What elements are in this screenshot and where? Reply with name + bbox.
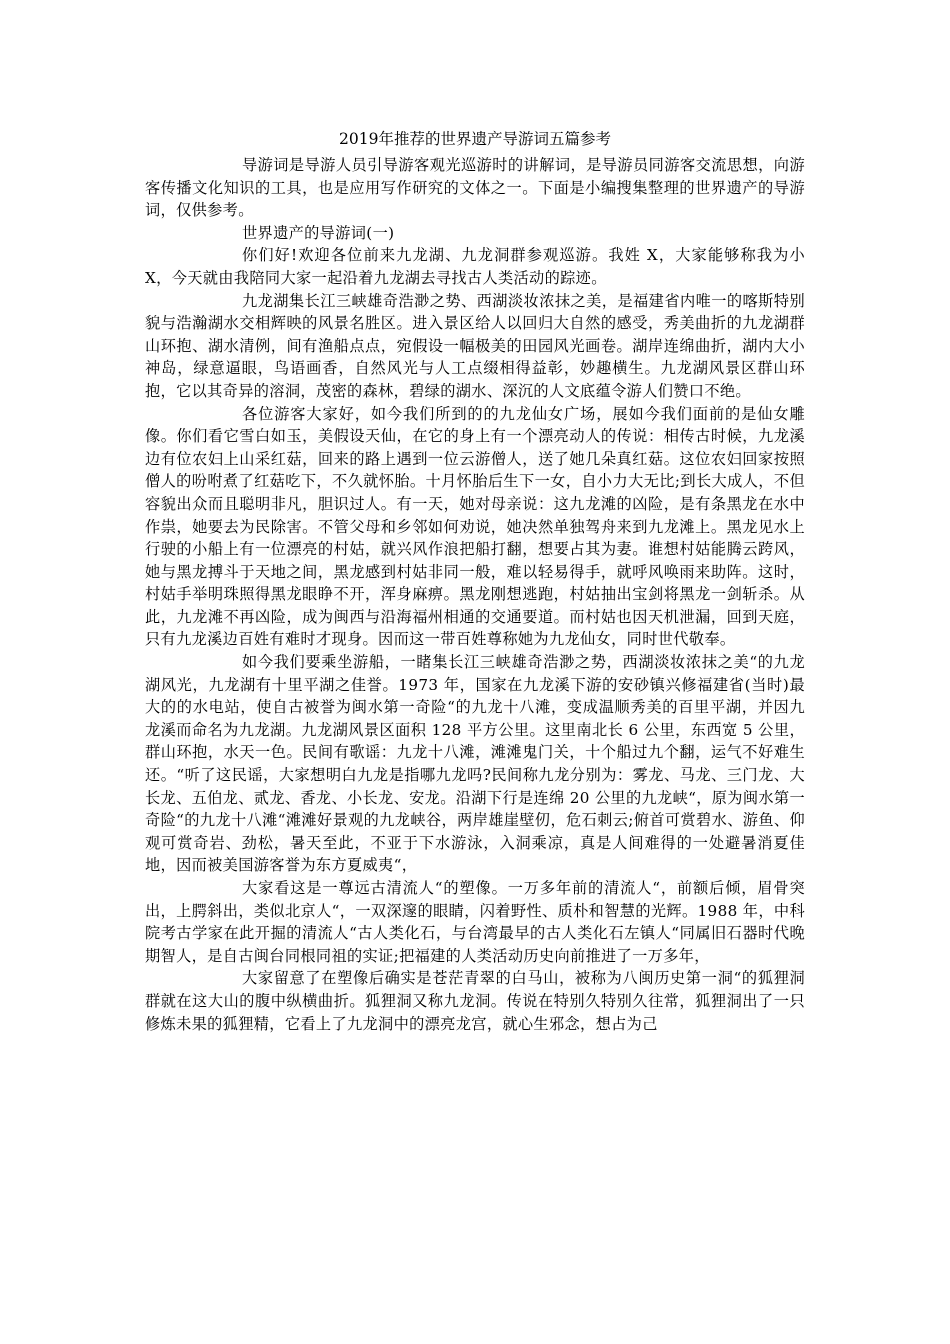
body-paragraph: 你们好!欢迎各位前来九龙湖、九龙洞群参观巡游。我姓 X，大家能够称我为小 X，今天就由我陪同大家一起沿着九龙湖去寻找古人类活动的踪迹。 (145, 246, 805, 287)
body-paragraph: 大家看这是一尊远古清流人“的塑像。一万多年前的清流人“，前额后倾，眉骨突出，上腭斜出，类似北京人“，一双深邃的眼睛，闪着野性、质朴和智慧的光辉。1988 年，中科院考古学家在此开掘的清流人“古人类化石，与台湾最早的古人类化石左镇人“同属旧石器时代晚期智人，是自古闽台同根同祖的实证;把福建的人类活动历史向前推进了一万多年， (145, 879, 805, 965)
section-heading: 世界遗产的导游词(一) (242, 223, 395, 242)
document-title: 2019年推荐的世界遗产导游词五篇参考 (339, 130, 611, 148)
body-paragraph: 如今我们要乘坐游船，一睹集长江三峡雄奇浩渺之势，西湖淡妆浓抹之美“的九龙湖风光，九龙湖有十里平湖之佳誉。1973 年，国家在九龙溪下游的安砂镇兴修福建省(当时)最大的的水电站，使自古被誉为闽水第一奇险“的九龙十八滩，变成温顺秀美的百里平湖，并因九龙溪而命名为九龙湖。九龙湖风景区面积 128 平方公里。这里南北长 6 公里，东西宽 5 公里，群山环抱，水天一色。民间有歌谣：九龙十八滩，滩滩鬼门关，十个船过九个翻，运气不好难生还。“听了这民谣，大家想明白九龙是指哪九龙吗?民间称九龙分别为：雾龙、马龙、三门龙、大长龙、五伯龙、贰龙、香龙、小长龙、安龙。沿湖下行是连绵 20 公里的九龙峡“，原为闽水第一奇险“的九龙十八滩“滩滩好景观的九龙峡谷，两岸雄崖壁仞，危石刺云;俯首可赏碧水、游鱼、仰观可赏奇岩、劲松，暑天至此，不亚于下水游泳，入洞乘凉，真是人间难得的一处避暑消夏佳地，因而被美国游客誉为东方夏威夷“， (145, 653, 805, 875)
body-paragraph: 大家留意了在塑像后确实是苍茫青翠的白马山，被称为八闽历史第一洞“的狐狸洞群就在这大山的腹中纵横曲折。狐狸洞又称九龙洞。传说在特别久特别久往常，狐狸洞出了一只修炼未果的狐狸精，它看上了九龙洞中的漂亮龙宫，就心生邪念，想占为己 (145, 969, 805, 1033)
document-page (145, 128, 805, 1035)
body-paragraph: 九龙湖集长江三峡雄奇浩渺之势、西湖淡妆浓抹之美，是福建省内唯一的喀斯特别貌与浩瀚湖水交相辉映的风景名胜区。进入景区给人以回归大自然的感受，秀美曲折的九龙湖群山环抱、湖水清例，间有渔船点点，宛假设一幅极美的田园风光画卷。湖岸连绵曲折，湖内大小神岛，绿意逼眼，鸟语画香，自然风光与人工点缀相得益彰，妙趣横生。九龙湖风景区群山环抱，它以其奇异的溶洞，茂密的森林，碧绿的湖水、深沉的人文底蕴令游人们赞口不绝。 (145, 291, 805, 400)
intro-paragraph: 导游词是导游人员引导游客观光巡游时的讲解词，是导游员同游客交流思想，向游客传播文化知识的工具，也是应用写作研究的文体之一。下面是小编搜集整理的世界遗产的导游词，仅供参考。 (145, 156, 805, 220)
body-paragraph: 各位游客大家好，如今我们所到的的九龙仙女广场，展如今我们面前的是仙女雕像。你们看它雪白如玉，美假设天仙，在它的身上有一个漂亮动人的传说：相传古时候，九龙溪边有位农妇上山采红菇，回来的路上遇到一位云游僧人，送了她几朵真红菇。这位农妇回家按照僧人的吩咐煮了红菇吃下，不久就怀胎。十月怀胎后生下一女，自小力大无比;到长大成人，不但容貌出众而且聪明非凡，胆识过人。有一天，她对母亲说：这九龙滩的凶险，是有条黑龙在水中作祟，她要去为民除害。不管父母和乡邻如何劝说，她决然单独驾舟来到九龙滩上。黑龙见水上行驶的小船上有一位漂亮的村姑，就兴风作浪把船打翻，想要占其为妻。谁想村姑能腾云跨风，她与黑龙搏斗于天地之间，黑龙感到村姑非同一般，难以轻易得手，就呼风唤雨来助阵。这时，村姑手举明珠照得黑龙眼睁不开，浑身麻痹。黑龙刚想逃跑，村姑抽出宝剑将黑龙一剑斩杀。从此，九龙滩不再凶险，成为闽西与沿海福州相通的交通要道。而村姑也因天机泄漏，回到天庭，只有九龙溪边百姓有难时才现身。因而这一带百姓尊称她为九龙仙女，同时世代敬奉。 (145, 404, 805, 649)
